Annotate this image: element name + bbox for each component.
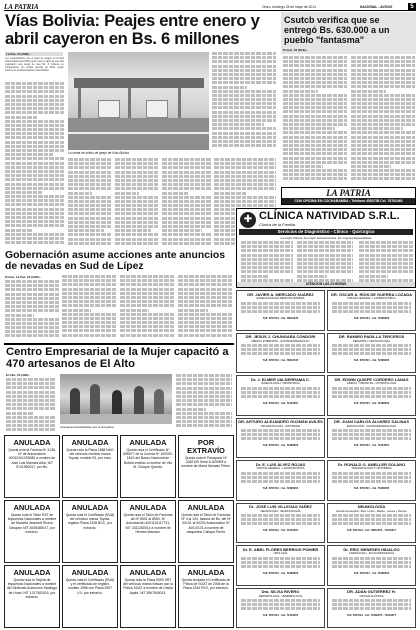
classified-title: ANULADA <box>129 568 167 577</box>
doctor-specialty: UROLOGÍA <box>273 552 288 556</box>
doctor-listing <box>327 460 416 501</box>
doctor-listing <box>327 333 416 374</box>
doctor-specialty: MÉDICO INTERNISTA - GASTROENTERÓLOGO <box>251 339 310 343</box>
clinic-services-list-2 <box>297 241 353 283</box>
classified-text: Queda anulada el Certificado de Póliza de SOAT de 2008 de la Placa 2334 RXX, por extravío. <box>181 578 231 591</box>
doctor-name: DR. JAVIER A. MERCADO SUÁREZ <box>247 291 314 297</box>
doctor-phone: Telf. 5254721 - Cel. 72480956 <box>262 486 299 490</box>
side-body-col1 <box>283 56 347 184</box>
clinic-name: CLÍNICA NATIVIDAD S.R.L. <box>259 210 400 222</box>
classified-text: Queda nula la Placa 5050 SRT del vehículo marca Nissan con la Póliza SOAT a nombre de Ursilia Ayala, NIT 3967845013. <box>123 578 173 595</box>
lead-body-col5 <box>162 158 211 248</box>
doctor-specialty: CIRUGÍA GENERAL Y LAPAROSCÓPICA <box>347 297 396 301</box>
doctor-listing <box>236 375 325 416</box>
classified-title: ANULADA <box>71 438 109 447</box>
classified-ad <box>62 565 118 628</box>
classified-title: ANULADA <box>13 568 51 577</box>
doctor-name: DR. EDWIN QUISPE CORDERO LANAS <box>334 376 409 382</box>
doctor-listing <box>236 460 325 501</box>
doctor-specialty: GINECO - OBSTETRA - CITOPATOLOGÍA <box>346 382 397 386</box>
gobernacion-headline: Gobernación asume acciones ante anuncios de nevadas en Sud de Lípez <box>5 250 226 273</box>
classified-text: Queda nula el Certificado Nº 696077 de la Cuenta Nº 100000-1819 del Banco Nacional de Bolivia emitido a nombre de Vilo M. Choque Quenta. <box>123 448 173 469</box>
artesanos-photo-caption: Artesanas beneficiadas con el programa <box>60 425 114 429</box>
lead-photo-caption: La venta de sellos de peaje de Vías Bolivia <box>68 151 129 155</box>
doctor-listing <box>327 588 416 629</box>
doctor-phone: Telf. 5254721 - Cel. 78612345 <box>262 316 299 320</box>
artesanos-body-col2 <box>176 374 232 432</box>
classified-ad <box>4 565 60 628</box>
doctor-name: Dr. ERIC MENESES HIDALGO <box>343 546 400 552</box>
doctor-specialty: PEDIATRÍA Y NEONATOLOGÍA <box>353 339 390 343</box>
doctor-phone: Telf. 5254721 - Cel. 76180056 <box>353 401 390 405</box>
section-logo: LA PATRIA <box>4 3 39 11</box>
doctor-phone: Telf. 5254721 - Cel. 78610075 - 71643277 <box>346 529 397 532</box>
lead-body-col3 <box>68 158 112 248</box>
classified-text: Queda nula el Certificado (RUA) y el certificado de registro modelo 1996 con Placa 2597 LYL por extravío. <box>65 578 115 595</box>
doctor-name: Dra. SILVIA RIVERO <box>261 589 300 594</box>
doctor-name: DR. JESÚS J. CHUNGARA CONDORI <box>245 334 316 339</box>
classifieds-grid <box>4 435 234 628</box>
doctor-phone: Telf. 5254721 - Cel. 72480956 <box>353 316 390 320</box>
classified-title: ANULADA <box>13 503 51 512</box>
classified-title: ANULADA <box>71 568 109 577</box>
classified-text: Queda nula el Talón de Facturas Nº 4 al 100, factura de Bs, del Nº 00101 al 00200 Autorización Nº 40010101 a nombre de Jacqueline Callapa Flores. <box>181 513 231 534</box>
clinic-services-title: Servicios de Diagnóstico - Clínico - Quirúrgico <box>239 229 413 235</box>
doctor-listing <box>236 545 325 586</box>
classified-text: Queda nula el Talón RAT de Impuestos Nacionales a nombre de Marcela Jeannett Rivera Vásquez NIT 3535485017, por extravío. <box>7 513 57 534</box>
doctor-details <box>332 514 411 528</box>
la-patria-subtitle: CON OFICINA EN COCHABAMBA • Teléfono 4583758 Cel. 76762460 <box>282 198 415 204</box>
classified-ad <box>120 565 176 628</box>
doctor-name: NEUMOLOGÍA <box>357 504 386 509</box>
doctor-name: DR. ARTURO ALEJANDRO GUZMÁN AVILÉS <box>238 419 323 424</box>
lead-body-col4 <box>115 158 159 248</box>
artesanos-photo <box>60 374 172 424</box>
gobernacion-body-col2 <box>62 275 116 342</box>
lead-photo <box>68 52 209 150</box>
doctor-listing <box>236 290 325 331</box>
clinic-footer: ATENCIÓN LAS 24 HORAS <box>237 282 415 287</box>
lead-intro: Los recaudaciones por el pago de peajes en la Red Vial Fundamental (RVF) entre enero y abril de este año registraron una caída de casi Bs. 6 millones en comparación con similar período de 2013, según informe de la administradora Vías Bolivia. <box>5 57 64 73</box>
classified-ad <box>178 435 234 498</box>
doctor-name: DR. RAMIRO PADILLA TERCEROS <box>338 334 405 339</box>
doctor-phone: Telf. 5254721 - Cel. 71234567 <box>353 444 390 447</box>
doctor-specialty: ESPECIALISTA EN MEDICINA INTERNA <box>256 297 305 301</box>
doctor-listing <box>327 290 416 331</box>
classified-title: ANULADA <box>187 568 225 577</box>
doctor-phone: Telf. 5254721 - Cel. 76180056 <box>353 486 390 490</box>
classified-ad <box>4 435 60 498</box>
section-label: NACIONAL - AVISOS <box>360 4 393 9</box>
doctor-listing <box>236 503 325 544</box>
classified-title: ANULADA <box>71 503 109 512</box>
doctor-phone: Telf. 5254721 - Cel. 71234567 <box>262 614 299 617</box>
classified-ad <box>120 435 176 498</box>
classified-title: ANULADA <box>129 503 167 512</box>
doctor-name: DR. JUAN CARLOS ÁLVAREZ SALINAS <box>334 419 409 424</box>
doctor-name: Dr. RONALD O. AMELLER SOLANO <box>337 461 406 467</box>
classified-text: Queda nula la Factura Nº 3136, Nº de Autorización 40010101253086 a nombre de José Luis Mamani Alba, NIT 5741980017, por Bs. <box>8 448 56 469</box>
classified-ad <box>62 435 118 498</box>
clinic-tagline: Clínica de la Familia <box>259 222 296 227</box>
classified-ad <box>178 500 234 563</box>
clinic-services-list-3 <box>359 241 413 283</box>
doctor-phone: Telf. 5254721 - Cel. 76180056 <box>353 571 390 575</box>
doctor-details <box>332 344 411 358</box>
la-patria-title: LA PATRIA <box>326 188 371 198</box>
doctor-specialty: TRAUMATOLOGÍA - ORTOPEDIA <box>260 424 301 428</box>
classified-ad <box>4 500 60 563</box>
gobernacion-body-col1 <box>5 280 59 342</box>
doctor-phone: Telf. 5254721 - Cel. 72480956 <box>262 444 299 447</box>
page-number: 5 <box>408 3 416 11</box>
doctor-name: Dr. JOSÉ LUIS VILLEGAS YAÑEZ <box>249 504 312 509</box>
doctor-specialty: GINECOLOGÍA Y OBSTETRICIA <box>261 382 300 386</box>
classified-text: Queda nula el Talón de Facturas de Nº 8501 al 8550, Nº Autorización 4001110117731, NIT 3311280014 a nombre de Hernán Mamani. <box>123 513 173 534</box>
clinic-services-sub: La mejor Clínica, los mejor Infraestructura, los mejores Especialistas <box>280 236 372 240</box>
doctor-details <box>332 599 411 613</box>
side-byline: Potosí, 24 (EFE).- <box>283 48 308 52</box>
lead-headline: Vías Bolivia: Peajes entre enero y abril cayeron en Bs. 6 millones <box>5 11 260 48</box>
doctor-details <box>241 429 320 443</box>
doctor-phone: Telf. 5254721 - Cel. 71234567 <box>262 529 299 532</box>
lead-body-col2 <box>212 52 276 152</box>
doctor-specialty: CARDIÓLOGO - ECOCARDIOGRAFÍA <box>348 552 395 556</box>
artesanos-body-col1 <box>6 378 56 433</box>
doctor-details <box>241 514 320 528</box>
doctor-listing <box>327 503 416 544</box>
doctor-phone: Telf. 5254721 - Cel. 71234567 <box>262 401 299 405</box>
doctor-details <box>241 302 320 316</box>
doctor-specialty: DERMATOLOGÍA - VENEREOLOGÍA <box>258 594 303 598</box>
doctor-listing <box>236 333 325 374</box>
doctor-specialty: ENDOSCOPÍA - GASTROENTEROLOGÍA <box>346 424 397 428</box>
side-headline: Csutcb verifica que se entregó Bs. 630.000 a un pueblo "fantasma" <box>284 15 390 45</box>
doctor-listing <box>236 588 325 629</box>
classified-title: ANULADA <box>129 438 167 447</box>
doctor-specialty: TRAUMATOLOGÍA Y ORTOPEDIA <box>351 467 392 471</box>
doctor-specialty: CIRUGÍA GENERAL - LAPAROSCÓPICA <box>256 467 305 471</box>
classified-title: ANULADA <box>13 438 51 447</box>
doctor-name: Dr. E. ABEL FLORES BERRIOS POMIER <box>242 546 319 552</box>
doctor-specialty: Horario de Atención: Días: Lunes - Martes - Jueves y Viernes <box>336 509 407 513</box>
classified-title: POR EXTRAVÍO <box>187 438 225 455</box>
classified-text: Queda nula la Placa 1888 NAG del vehículo minibús marca Toyota, modelo 93, por robo. <box>66 448 114 461</box>
page-header <box>4 3 416 11</box>
doctor-details <box>332 302 411 316</box>
gobernacion-body-col4 <box>178 275 233 342</box>
doctor-phone: Telf. 5254721 - Cel. 78612345 <box>262 359 299 362</box>
artesanos-byline: El Alto, 24 (ABI).- <box>6 373 31 377</box>
classified-ad <box>120 500 176 563</box>
doctor-details <box>241 387 320 401</box>
classified-text: Queda nula la Tarjeta de Impuestos Nacionales a nombre del Sindicato Autónomo Santiago de Huari, NIT 1317062016, por extravío. <box>7 578 57 599</box>
doctor-listing <box>327 418 416 459</box>
doctor-specialty: CIRUGÍA PLÁSTICA <box>359 594 384 598</box>
dateline: Oruro, domingo 25 de mayo de 2014 <box>262 4 316 9</box>
doctor-name: Dr. E. LUIS ÁLVEZ ROJAS <box>255 461 306 467</box>
classified-ad <box>62 500 118 563</box>
doctor-directory <box>236 290 416 628</box>
lead-body-col1 <box>5 82 64 247</box>
doctor-details <box>241 557 320 571</box>
doctor-details <box>241 344 320 358</box>
doctor-name: DR. ADÁN GUTIÉRREZ H. <box>347 589 396 594</box>
doctor-listing <box>327 545 416 586</box>
doctor-phone: Telf. 5254721 - Cel. 72480956 <box>353 359 390 362</box>
clinic-ad <box>236 208 416 288</box>
doctor-specialty: NEUROLOGÍA - NEUROCIRUGÍA <box>260 509 301 513</box>
lead-byline: La Paz, 24 (ABI).- <box>5 52 63 56</box>
doctor-details <box>332 387 411 401</box>
artesanos-headline: Centro Empresarial de la Mujer capacitó a 470 artesanos de El Alto <box>6 346 229 371</box>
la-patria-promo <box>281 187 416 205</box>
clinic-services-list-1 <box>241 241 293 283</box>
classified-text: Queda nula el Certificado (RUA) del vehículo marca Toyota, registro Placa 2328 BGC, por extravío. <box>65 513 115 530</box>
gobernacion-body-col3 <box>120 275 174 342</box>
clinic-logo-icon: ✚ <box>240 212 256 228</box>
doctor-details <box>332 557 411 571</box>
classified-title: ANULADA <box>187 503 225 512</box>
doctor-details <box>241 472 320 486</box>
classified-ad <box>178 565 234 628</box>
classified-text: Queda nula el Pasaporte Nº 3452109 Serie A-524998 a nombre de María Mamani Pérez. <box>181 456 231 469</box>
doctor-listing <box>327 375 416 416</box>
doctor-phone: Telf. 5254721 - Cel. 76180075 - 71643277 <box>346 614 397 617</box>
doctor-details <box>332 429 411 443</box>
gobernacion-byline: Potosí, La Paz, 24 (ANF).- <box>5 275 42 279</box>
doctor-name: Dr. J. ELMER VALDERRAMA C. <box>250 376 311 382</box>
doctor-details <box>241 599 320 613</box>
doctor-name: DR. ÓSCAR A. RÍOS DE GUERRA LOZADA <box>330 291 413 297</box>
side-body-col2 <box>351 56 415 184</box>
doctor-details <box>332 472 411 486</box>
doctor-listing <box>236 418 325 459</box>
doctor-phone: Telf. 5254721 - Cel. 72480956 <box>262 571 299 575</box>
